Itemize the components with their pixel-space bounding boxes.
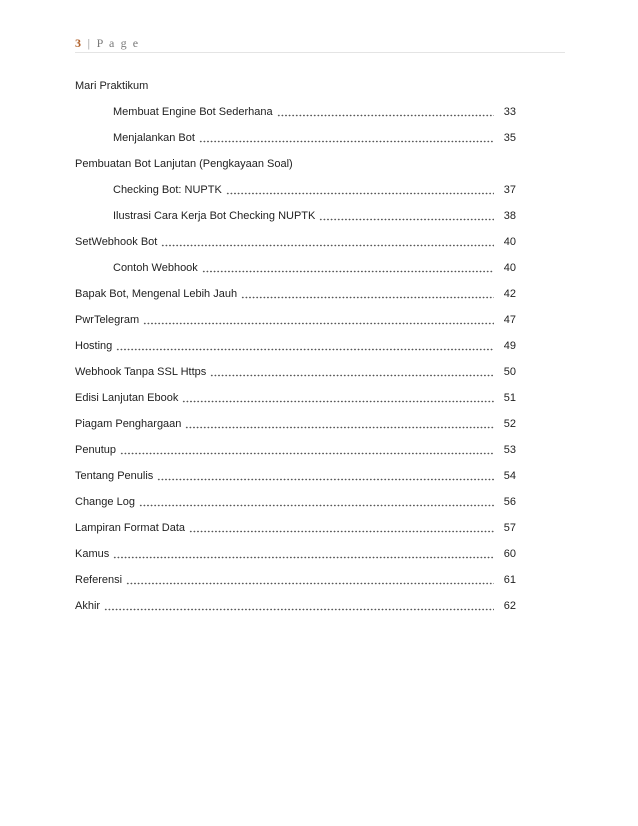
toc-entry-bapak-bot[interactable]: [75, 281, 516, 307]
toc-dot-leader: [116, 348, 494, 351]
toc-entry-menjalankan-bot[interactable]: [75, 125, 516, 151]
toc-entry-hosting[interactable]: [75, 333, 516, 359]
toc-dot-leader: [139, 504, 494, 507]
toc-entry-pembuatan-bot-lanjutan[interactable]: [75, 151, 516, 177]
toc-dot-leader: [143, 322, 494, 325]
toc-entry-page: 62: [503, 600, 516, 612]
toc-dot-leader: [202, 270, 494, 273]
toc-entry-title: Edisi Lanjutan Ebook: [75, 392, 179, 404]
toc-entry-page: 40: [503, 236, 516, 248]
toc-entry-title: Bapak Bot, Mengenal Lebih Jauh: [75, 288, 238, 300]
toc-entry-edisi-lanjutan[interactable]: [75, 385, 516, 411]
toc-dot-leader: [120, 452, 494, 455]
toc-entry-penutup[interactable]: [75, 437, 516, 463]
toc-entry-title: Contoh Webhook: [113, 262, 198, 274]
toc-entry-title: SetWebhook Bot: [75, 236, 158, 248]
toc-entry-kamus[interactable]: [75, 541, 516, 567]
toc-dot-leader: [199, 140, 494, 143]
page-header: [75, 36, 565, 53]
toc-entry-change-log[interactable]: [75, 489, 516, 515]
toc-dot-leader: [161, 244, 494, 247]
toc-entry-title: Tentang Penulis: [75, 470, 154, 482]
toc-entry-title: Referensi: [75, 574, 123, 586]
page-number: 3: [75, 36, 81, 50]
toc-entry-page: 60: [503, 548, 516, 560]
toc-entry-title: Pembuatan Bot Lanjutan (Pengkayaan Soal): [75, 158, 293, 170]
toc-entry-title: Membuat Engine Bot Sederhana: [113, 106, 273, 118]
toc-entry-page: 49: [503, 340, 516, 352]
toc-entry-referensi[interactable]: [75, 567, 516, 593]
toc-entry-page: 53: [503, 444, 516, 456]
toc-dot-leader: [104, 608, 494, 611]
toc-entry-title: Menjalankan Bot: [113, 132, 195, 144]
toc-entry-title: Piagam Penghargaan: [75, 418, 182, 430]
toc-entry-page: 42: [503, 288, 516, 300]
toc-entry-page: 37: [503, 184, 516, 196]
toc-entry-pwrtelegram[interactable]: [75, 307, 516, 333]
toc-entry-piagam-penghargaan[interactable]: [75, 411, 516, 437]
toc-entry-setwebhook-bot[interactable]: [75, 229, 516, 255]
toc-entry-page: 47: [503, 314, 516, 326]
toc-entry-title: Penutup: [75, 444, 116, 456]
toc-dot-leader: [277, 114, 494, 117]
toc-entry-ilustrasi-cara-kerja[interactable]: [75, 203, 516, 229]
toc-dot-leader: [113, 556, 494, 559]
toc-entry-title: Checking Bot: NUPTK: [113, 184, 222, 196]
toc-dot-leader: [210, 374, 494, 377]
toc-entry-page: 56: [503, 496, 516, 508]
toc-entry-title: Mari Praktikum: [75, 80, 149, 92]
toc-dot-leader: [126, 582, 494, 585]
toc-entry-page: 57: [503, 522, 516, 534]
toc-dot-leader: [189, 530, 494, 533]
toc-entry-lampiran-format-data[interactable]: [75, 515, 516, 541]
page-word: P a g e: [96, 36, 140, 50]
toc-entry-page: 51: [503, 392, 516, 404]
toc-dot-leader: [241, 296, 494, 299]
toc-dot-leader: [226, 192, 494, 195]
toc-entry-title: Kamus: [75, 548, 110, 560]
toc-entry-akhir[interactable]: [75, 593, 516, 619]
toc-entry-page: 38: [503, 210, 516, 222]
toc-entry-membuat-engine-bot[interactable]: [75, 99, 516, 125]
toc-entry-page: 33: [503, 106, 516, 118]
toc-entry-webhook-tanpa-ssl[interactable]: [75, 359, 516, 385]
toc-entry-page: 54: [503, 470, 516, 482]
table-of-contents: [75, 73, 516, 619]
toc-entry-page: 40: [503, 262, 516, 274]
toc-entry-checking-bot-nuptk[interactable]: [75, 177, 516, 203]
toc-entry-title: Change Log: [75, 496, 135, 508]
toc-entry-page: 35: [503, 132, 516, 144]
toc-entry-title: Webhook Tanpa SSL Https: [75, 366, 207, 378]
page-separator: |: [87, 36, 91, 50]
toc-entry-title: Akhir: [75, 600, 101, 612]
toc-entry-page: 50: [503, 366, 516, 378]
toc-entry-title: Lampiran Format Data: [75, 522, 186, 534]
toc-entry-mari-praktikum[interactable]: [75, 73, 516, 99]
toc-dot-leader: [319, 218, 494, 221]
toc-entry-page: 61: [503, 574, 516, 586]
toc-dot-leader: [185, 426, 494, 429]
toc-entry-title: PwrTelegram: [75, 314, 140, 326]
toc-dot-leader: [182, 400, 494, 403]
toc-entry-contoh-webhook[interactable]: [75, 255, 516, 281]
toc-entry-tentang-penulis[interactable]: [75, 463, 516, 489]
toc-entry-page: 52: [503, 418, 516, 430]
toc-dot-leader: [157, 478, 494, 481]
toc-entry-title: Ilustrasi Cara Kerja Bot Checking NUPTK: [113, 210, 316, 222]
toc-entry-title: Hosting: [75, 340, 113, 352]
